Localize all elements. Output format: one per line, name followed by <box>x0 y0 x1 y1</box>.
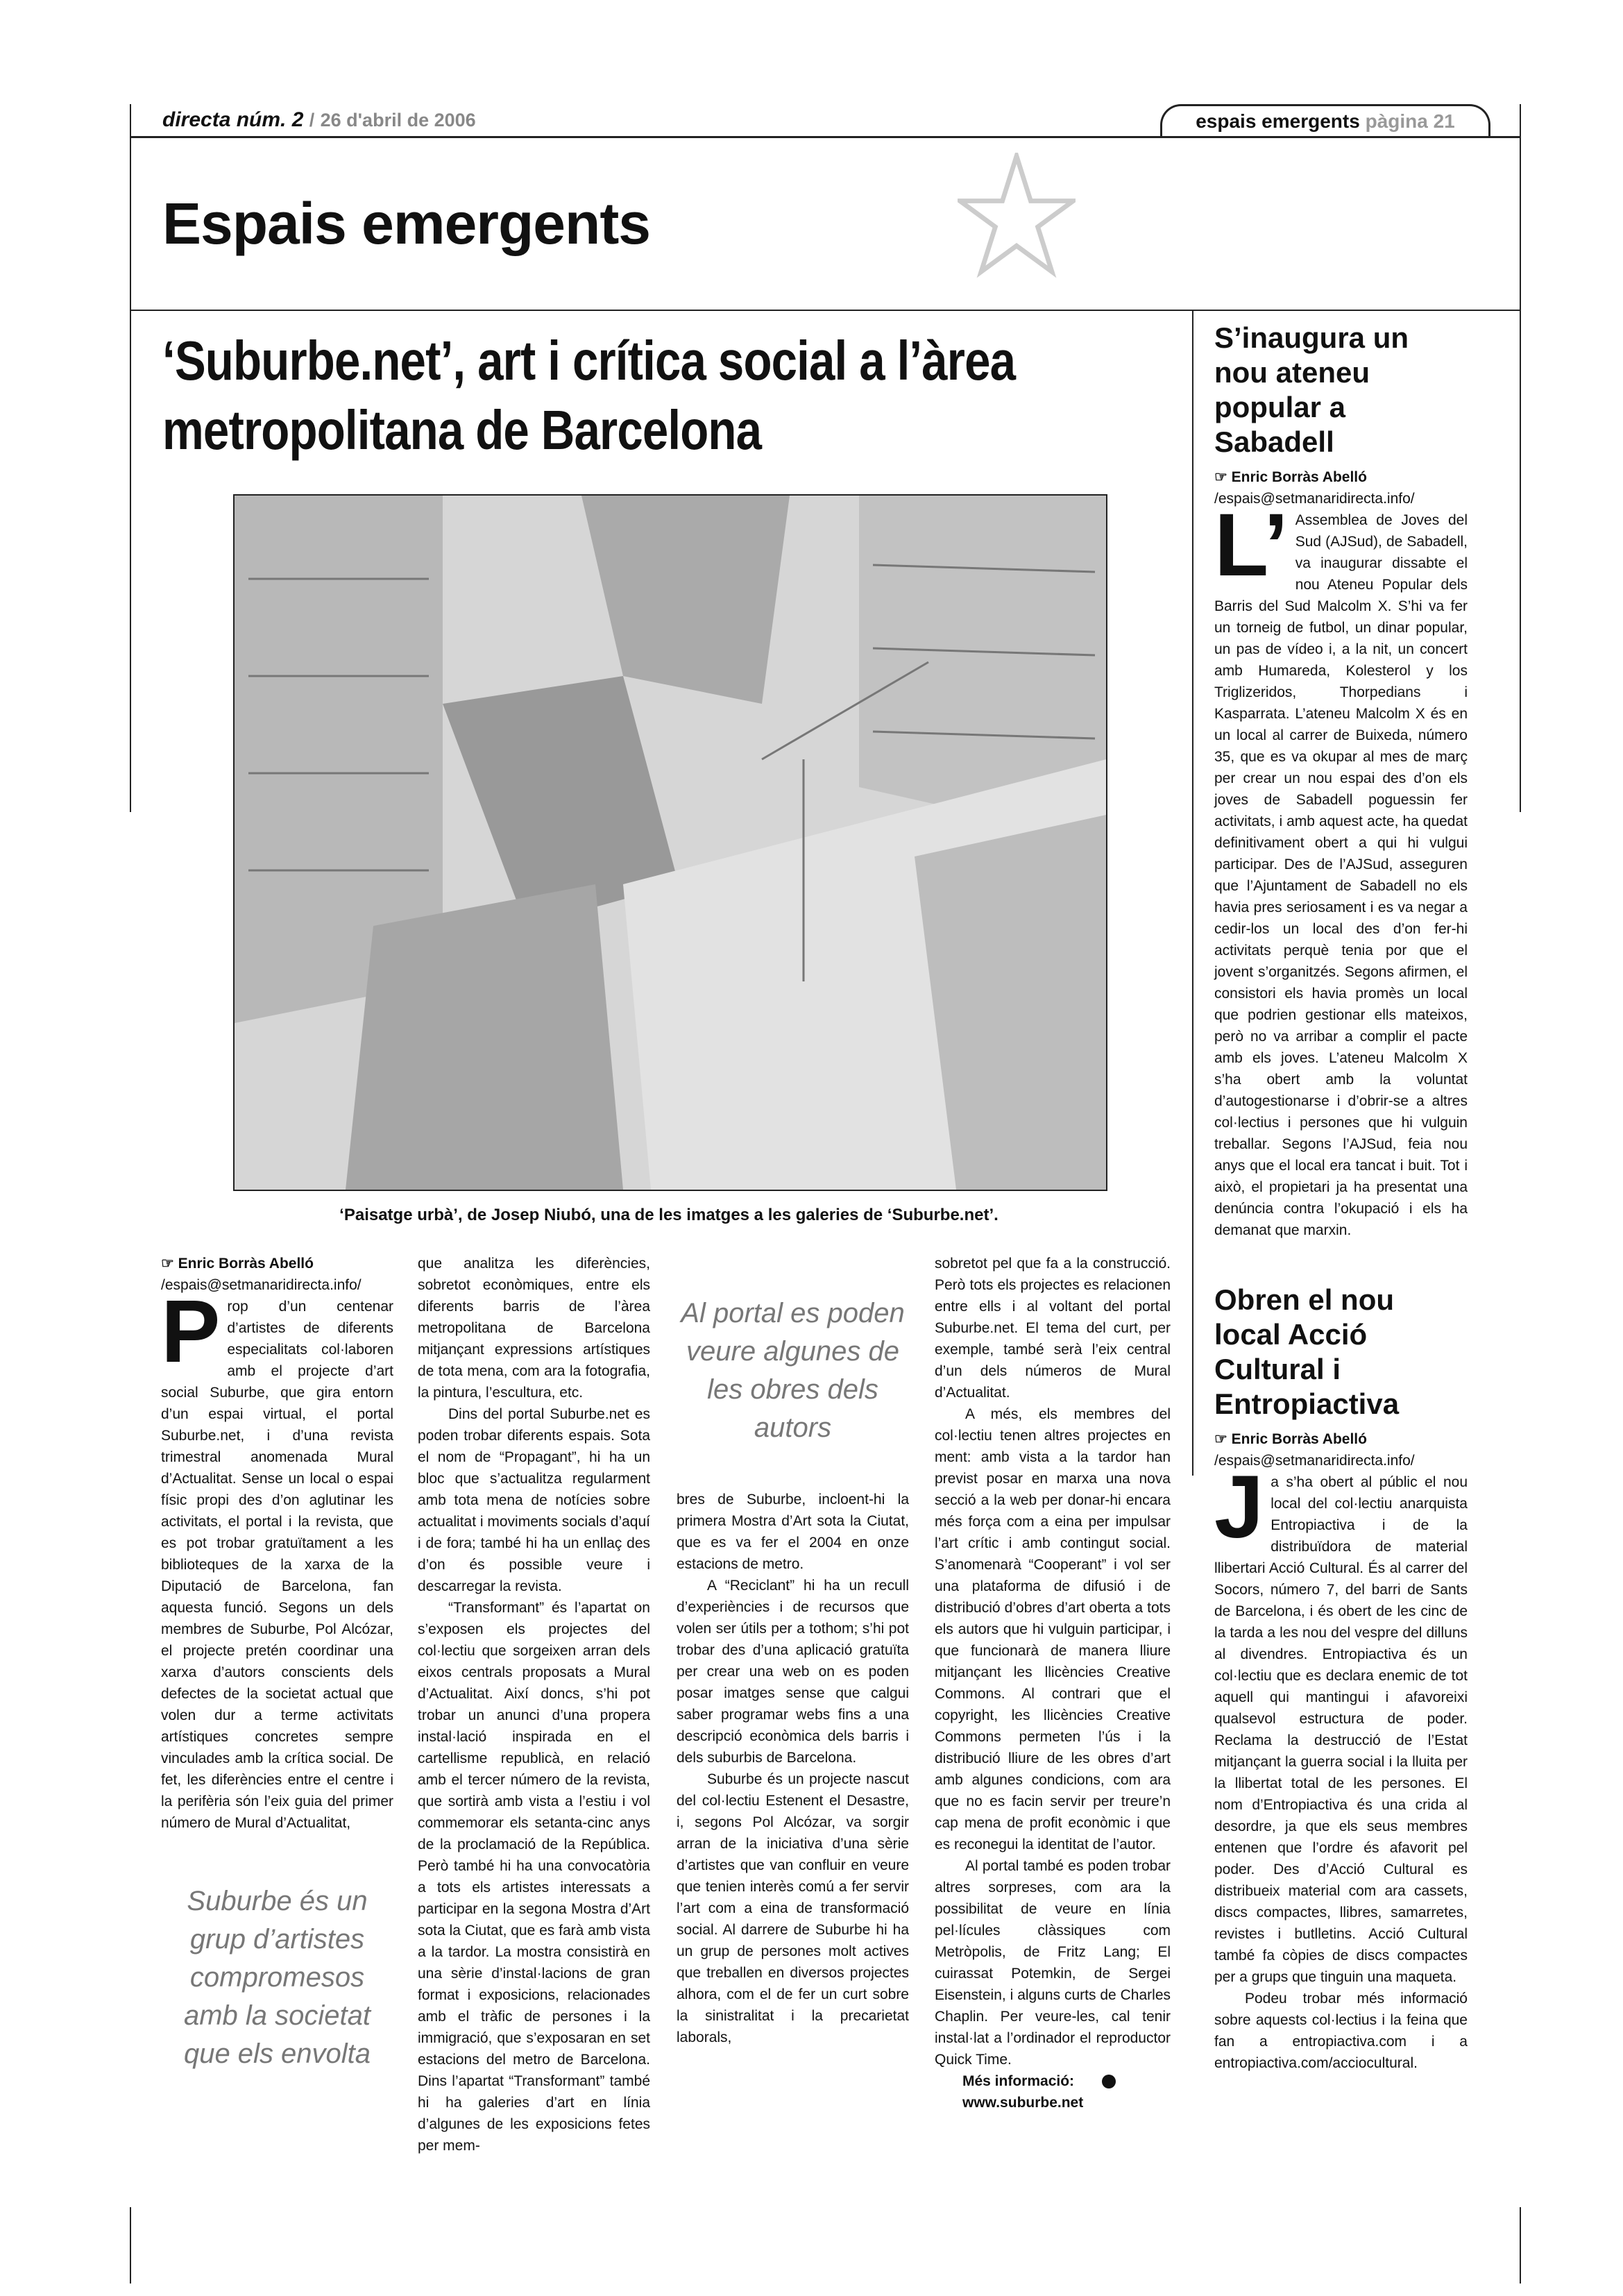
paragraph: rop d’un centenar d’artistes de diferents especialitats col·laboren amb el projecte d’art social Suburbe, que gira entorn d’un espai virtual, el portal Suburbe.net, i d’una revista trimestral anomenada Mural d’Actualitat. Sense un local o espai físic propi des d’on aglutinar les activitats, el portal i la revista, que es pot trobar gratuïtament a les biblioteques de la xarxa de la Diputació de Barcelona, fan aquesta funció. Segons un dels membres de Suburbe, Pol Alcózar, el projecte pretén coordinar una xarxa d’autors conscients dels defectes de la societat actual que volen dur a terme activitats artístiques concretes sempre vinculades amb la crítica social. De fet, les diferències entre el centre i la perifèria són l’eix guia del primer número de Mural d’Actualitat, <box>161 1299 393 1831</box>
paragraph: bres de Suburbe, incloent-hi la primera Mostra d’Art sota la Ciutat, que es va fer el 2004 en onze estacions de metro. <box>677 1492 909 1572</box>
paragraph: A “Reciclant” hi ha un recull d’experiències i de recursos que volen ser útils per a tothom; s’hi pot trobar des d’una aplicació gratuïta per crear una web on es poden posar imatges sense que calgui saber programar webs fins a una descripció econòmica dels barris i dels suburbis de Barcelona. <box>677 1578 909 1766</box>
more-info-url[interactable]: www.suburbe.net <box>962 2095 1084 2111</box>
sidebar-article-2 <box>1214 1283 1468 2074</box>
pointing-hand-icon: ☞ <box>1214 1431 1232 1447</box>
section-title: Espais emergents <box>162 191 651 256</box>
drop-cap: L’ <box>1214 496 1289 595</box>
article-illustration <box>233 494 1107 1191</box>
author-name: Enric Borràs Abelló <box>1231 1431 1367 1447</box>
crop-mark <box>130 2207 131 2284</box>
page-number: pàgina 21 <box>1365 110 1455 132</box>
pointing-hand-icon: ☞ <box>1214 469 1232 485</box>
author-name: Enric Borràs Abelló <box>1231 469 1367 485</box>
author-email[interactable]: /espais@setmanaridirecta.info/ <box>161 1277 362 1293</box>
more-info-label: Més informació: <box>962 2073 1075 2089</box>
paragraph: Al portal també es poden trobar altres sorpreses, com ara la possibilitat de veure en línia pel·lícules clàssiques com Metròpolis, de Fritz Lang; El cuirassat Potemkin, de Sergei Eisenstein, i alguns curts de Charles Chaplin. Per veure-les, cal tenir instal·lat a l’ordinador el reproductor Quick Time. <box>935 1858 1171 2068</box>
issue-date: 26 d'abril de 2006 <box>320 110 476 130</box>
author-byline <box>1214 1428 1468 1450</box>
author-email[interactable]: /espais@setmanaridirecta.info/ <box>1214 1453 1415 1469</box>
sidebar-divider <box>1192 310 1193 1476</box>
section-rule <box>130 310 1521 311</box>
sidebar-headline: S’inaugura un nou ateneu popular a Sabadell <box>1214 321 1409 458</box>
pull-quote: Al portal es poden veure algunes de les obres dels autors <box>681 1298 905 1443</box>
crop-mark <box>1520 2207 1521 2284</box>
publication-issue: directa núm. 2 <box>162 108 304 131</box>
paragraph: que analitza les diferències, sobretot econòmiques, entre els diferents barris de l’àrea metropolitana de Barcelona mitjançant expressions artístiques de tota mena, com ara la fotografia, la pintura, l’escultura, etc. <box>418 1256 650 1401</box>
cityscape-drawing <box>235 496 1106 1190</box>
article-column-2 <box>418 1253 650 2156</box>
sidebar-headline: Obren el nou local Acció Cultural i Entropiactiva <box>1214 1283 1400 1420</box>
paragraph: a s’ha obert al públic el nou local del col·lectiu anarquista Entropiactiva i de la distribuïdora de material llibertari Acció Cultural. És al carrer del Socors, número 7, del barri de Sants de Barcelona, i és obert de les cinc de la tarda a les nou del vespre del dilluns al divendres. Entropiactiva és un col·lectiu que es declara enemic de tot aquell qui mantingui i afavoreixi qualsevol estructura de poder. Reclama la destrucció de l’Estat mitjançant la guerra social i la lluita per la llibertat total de les persones. El nom d’Entropiactiva és una crida al desordre, ja que els seus membres entenen que l’ordre és afavorit pel poder. Des d’Acció Cultural es distribueix material com ara cassets, discs compactes, llibres, samarretes, revistes i butlletins. Acció Cultural també fa còpies de discs compactes per a grups que tinguin una maqueta. <box>1214 1474 1468 1985</box>
more-info <box>935 2070 1171 2092</box>
page-frame-left <box>130 104 131 812</box>
author-byline <box>1214 466 1468 488</box>
end-of-article-icon <box>1102 2075 1116 2088</box>
drop-cap: P <box>161 1282 221 1381</box>
star-logo-icon <box>958 153 1076 285</box>
illustration-caption: ‘Paisatge urbà’, de Josep Niubó, una de les imatges a les galeries de ‘Suburbe.net’. <box>339 1206 999 1224</box>
paragraph: Podeu trobar més informació sobre aquests col·lectius i la feina que fan a entropiactiva.com i a entropiactiva.com/acciocultural. <box>1214 1991 1468 2071</box>
article-column-1 <box>161 1253 393 2073</box>
author-byline <box>161 1253 393 1274</box>
running-header <box>162 108 476 132</box>
drop-cap: J <box>1214 1458 1264 1557</box>
author-name: Enric Borràs Abelló <box>178 1256 314 1272</box>
paragraph: Suburbe és un projecte nascut del col·lectiu Estenent el Desastre, i, segons Pol Alcózar, va sorgir arran de la iniciativa d’una sèrie d’artistes que van confluir en veure que tenien interès comú a fer servir l’art com a eina de transformació social. Al darrere de Suburbe hi ha un grup de persones molt actives que treballen en diversos projectes alhora, com el de fer un curt sobre la sinistralitat i la precarietat laborals, <box>677 1771 909 2045</box>
paragraph: Assemblea de Joves del Sud (AJSud), de Sabadell, va inaugurar dissabte el nou Ateneu Popular dels Barris del Sud Malcolm X. S’hi va fer un torneig de futbol, un dinar popular, un pas de vídeo i, a la nit, un concert amb Humareda, Kolesterol y los Triglizeridos, Thorpedians i Kasparrata. L’ateneu Malcolm X és en un local al carrer de Buixeda, número 35, que es va okupar al mes de març per crear un nou espai des d’on els joves de Sabadell poguessin fer activitats, i amb aquest acte, ha quedat definitivament obert a qui hi vulgui participar. Des de l’AJSud, asseguren que l’Ajuntament de Sabadell no els havia pres seriosament i es va negar a cedir-los un local des d’on fer-hi activitats perquè tenia por que el jovent s’organitzés. Segons afirmen, el consistori els havia promès un local que podrien gestionar ells mateixos, però no va arribar a complir el pacte amb els joves. L’ateneu Malcolm X s’ha obert amb la voluntat d’autogestionarse i d’obrir-se a altres col·lectius i persones que hi vulguin treballar. Segons l’AJSud, feia nou anys que el local era tancat i buit. Tot i això, el propietari ja ha presentat una denúncia contra l’okupació i els ha demanat que marxin. <box>1214 512 1468 1238</box>
article-column-3 <box>677 1253 909 2048</box>
article-headline: ‘Suburbe.net’, art i crítica social a l’àrea metropolitana de Barcelona <box>162 330 1016 461</box>
paragraph: “Transformant” és l’apartat on s’exposen els projectes del col·lectiu que sorgeixen arran dels eixos centrals proposats a Mural d’Actualitat. Així doncs, s’hi pot trobar un anunci d’una propera instal·lació inspirada en el cartellisme republicà, en relació amb el tercer número de la revista, que sortirà amb vista a l’estiu i vol commemorar els setanta-cinc anys de la proclamació de la República. Però també hi ha una convocatòria a tots els artistes interessats a participar en la segona Mostra d’Art sota la Ciutat, que es farà amb vista a la tardor. La mostra consistirà en una sèrie d’instal·lacions de gran format i exposicions, relacionades amb el tràfic de persones i la immigració, que s’exposaran en set estacions del metro de Barcelona. Dins l’apartat “Transformant” també hi ha galeries d’art en línia d’algunes de les exposicions fetes per mem- <box>418 1600 651 2154</box>
author-email[interactable]: /espais@setmanaridirecta.info/ <box>1214 491 1415 507</box>
sidebar <box>1214 321 1468 2074</box>
paragraph: sobretot pel que fa a la construcció. Però tots els projectes es relacionen entre ells i al voltant del portal Suburbe.net. El tema del curt, per exemple, també serà l’eix central d’un dels números de Mural d’Actualitat. <box>935 1256 1171 1401</box>
page-frame-right <box>1520 104 1521 812</box>
pointing-hand-icon: ☞ <box>161 1256 178 1272</box>
paragraph: Dins del portal Suburbe.net es poden trobar diferents espais. Sota el nom de “Propagant”, hi ha un bloc que s’actualitza regularment amb tota mena de notícies sobre actualitat i moviments socials d’aquí i de fora; també hi ha un enllaç des d’on és possible veure i descarregar la revista. <box>418 1406 650 1594</box>
sidebar-article-1 <box>1214 321 1468 1241</box>
header-separator: / <box>309 110 315 130</box>
article-column-4 <box>935 1253 1171 2113</box>
pull-quote: Suburbe és un grup d’artistes compromesos amb la societat que els envolta <box>183 1886 371 2069</box>
section-name: espais emergents <box>1196 110 1360 132</box>
paragraph: A més, els membres del col·lectiu tenen altres projectes en ment: amb vista a la tardor han previst posar en marxa una nova secció a la web per donar-hi encara més força com a eina per impulsar l’art crític i amb contingut social. S’anomenarà “Cooperant” i vol ser una plataforma de difusió i de distribució d’obres d’art oberta a tots els autors que hi vulguin participar, i que funcionarà de manera lliure mitjançant les llicències Creative Commons. Al contrari que el copyright, les llicències Creative Commons permeten l’ús i la distribució lliure de les obres d’art amb algunes condicions, com ara que no es facin servir per treure’n cap mena de profit econòmic i que es reconegui la identitat de l’autor. <box>935 1406 1171 1852</box>
section-tab <box>1160 104 1490 137</box>
